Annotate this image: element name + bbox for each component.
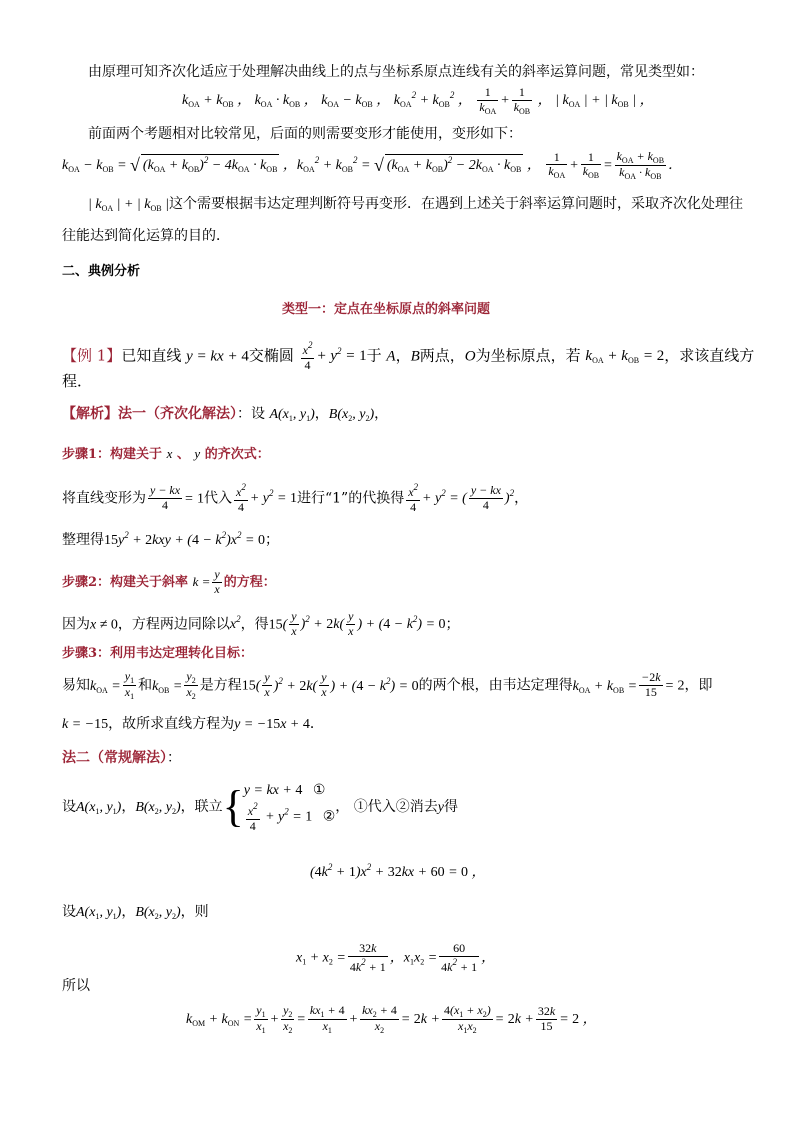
divide-line: 因为x ≠ 0，方程两边同除以$x^2$，得15( $\frac{y}{x}$ )$^2$ + 2k( $\frac{y}{x}$ ) + $(4 - k^2) = 0$；: [62, 609, 460, 638]
method2-heading: 法二（常规解法）：: [62, 750, 181, 766]
so-line: 所以: [62, 978, 90, 994]
transform-line: 将直线变形为 $\frac{y - kx}{4}$ = 1代入 $\frac{x^2}{4}$ + $y^2 = 1$进行“1”的代换得 $\frac{x^2}{4}$ + $y^2$ = ( $\frac{y - kx}{4}$ )$^2$，: [62, 482, 529, 514]
system-line: 设$A(x_1$, $y_1$)，$B(x_2$, $y_2$)，联立{ y = kx + 4 ① $\frac{x^2}{4}$ + $y^2 = 1$ ② ， ①代入②消去y得: [62, 781, 458, 833]
final-sum-line: $k_{OM} + k_{ON}$ = $\frac{y_1}{x_1}$ + $\frac{y_2}{x_2}$ = $\frac{kx_1 + 4}{x_1}$ + $\frac{kx_2 + 4}{x_2}$ = 2k + $\frac{4(x_1 + x_2)}{x_1x_2}$ = 2k + $\frac{32k}{15}$ = 2 ，: [186, 1003, 597, 1036]
set-again-line: 设$A(x_1$, $y_1$)，$B(x_2$, $y_2$)，则: [62, 904, 209, 921]
intro-line-5: | $k_{OA}$ | + | $k_{OB}$ |这个需要根据韦达定理判断符号再变形．在遇到上述关于斜率运算问题时，采取齐次化处理往: [88, 196, 743, 213]
intro-line-1: 由原理可知齐次化适应于处理解决曲线上的点与坐标系原点连线有关的斜率运算问题，常见类型如：: [88, 64, 704, 80]
step1-heading: 步骤1：构建关于 x 、 y 的齐次式：: [62, 446, 270, 462]
analysis-method1: 【解析】法一（齐次化解法）：设 $A(x_1$, $y_1$)，$B(x_2$, $y_2$)，: [62, 406, 389, 423]
type1-title: 类型一：定点在坐标原点的斜率问题: [282, 302, 491, 317]
formula-transforms: $k_{OA} - k_{OB}$ = √ $(k_{OA} + k_{OB})^2 - 4k_{OA} \cdot k_{OB}$ ，$k_{OA}^2 + k_{OB}^2$ = √ $(k_{OA} + k_{OB})^2 - 2k_{OA} \cdot k_{OB}$ ， $\frac{1}{k_{OA}}$ + $\frac{1}{k_{OB}}$ = $\frac{k_{OA} + k_{OB}}{k_{OA} \cdot k_{OB}}$ ．: [62, 149, 683, 182]
step3-heading: 步骤3：利用韦达定理转化目标：: [62, 646, 254, 661]
example1-line1: 【例 1】已知直线 y = kx + 4交椭圆 $\frac{x^2}{4}$ + $y^2 = 1$于 A，B两点，O为坐标原点，若 $k_{OA} + k_{OB} = 2$，求该直线方: [62, 340, 755, 372]
section-heading: 二、典例分析: [62, 264, 141, 279]
intro-line-3: 前面两个考题相对比较常见，后面的则需要变形才能使用，变形如下：: [88, 126, 522, 142]
formula-types: $k_{OA} + k_{OB}$ ， $k_{OA} \cdot k_{OB}$ ， $k_{OA} - k_{OB}$ ， $k_{OA}^2 + k_{OB}^2$ ， $\frac{1}{k_{OA}}$ + $\frac{1}{k_{OB}}$ ， | $k_{OA}$ | + | $k_{OB}$ | ，: [182, 85, 654, 116]
result-line: k = −15，故所求直线方程为y = −15x + 4．: [62, 716, 324, 732]
vieta-line: 易知$k_{OA}$ = $\frac{y_1}{x_1}$ 和$k_{OB}$ = $\frac{y_2}{x_2}$ 是方程15( $\frac{y}{x}$ )$^2$ + 2k( $\frac{y}{x}$ ) + $(4 - k^2) = 0$的两个根，由韦达定理得$k_{OA} + k_{OB}$ = $\frac{-2k}{15}$ = 2，即: [62, 669, 713, 702]
arrange-line: 整理得$15y^2 + 2kxy + (4 - k^2)x^2 = 0$；: [62, 530, 279, 548]
example1-line2: 程．: [62, 372, 93, 390]
step2-heading: 步骤2：构建关于斜率 k = $\frac{y}{x}$ 的方程：: [62, 567, 276, 596]
intro-line-6: 往能达到简化运算的目的．: [62, 228, 230, 244]
vieta-roots-line: $x_1 + x_2$ = $\frac{32k}{4k^2 + 1}$ ，$x_1x_2$ = $\frac{60}{4k^2 + 1}$ ，: [296, 941, 496, 974]
quadratic-line: $(4k^2 + 1)x^2 + 32kx + 60 = 0$ ，: [310, 862, 486, 880]
